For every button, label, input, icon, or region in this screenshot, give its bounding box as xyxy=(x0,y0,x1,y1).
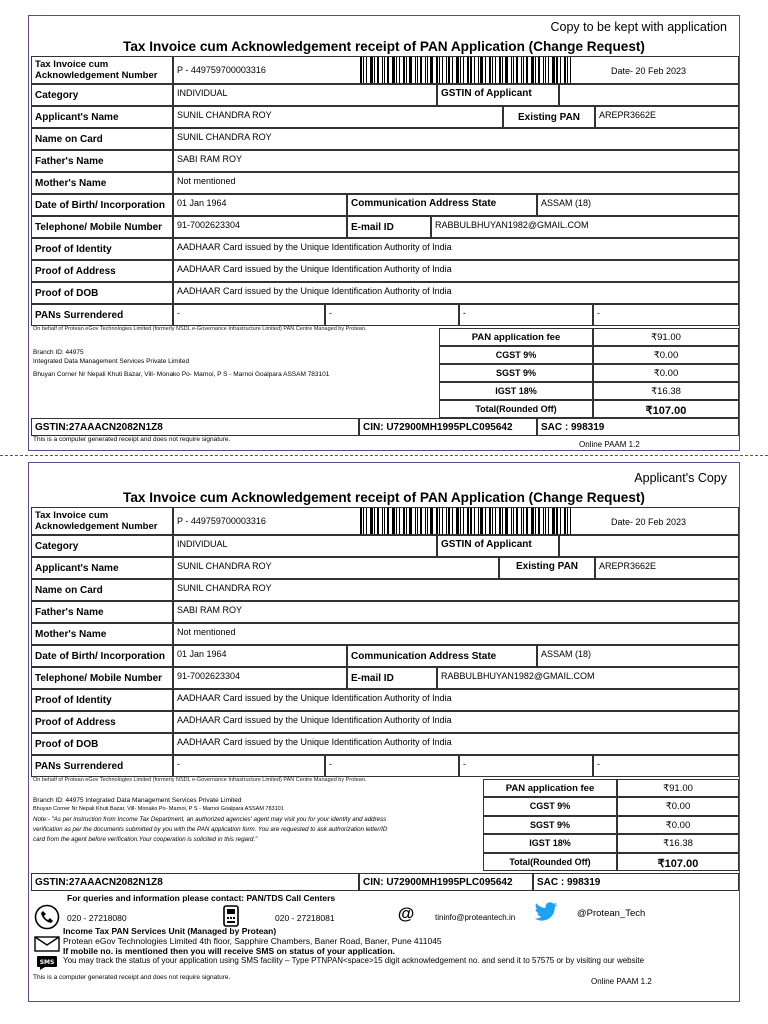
applicant-name-value: SUNIL CHANDRA ROY xyxy=(173,557,499,579)
pans-surrendered-2: - xyxy=(325,755,459,777)
barcode-bar xyxy=(366,508,367,534)
barcode-bar xyxy=(548,57,549,83)
barcode-bar xyxy=(366,57,367,83)
fee-value: ₹0.00 xyxy=(617,816,739,834)
svg-text:SMS: SMS xyxy=(39,959,55,966)
existing-pan-label: Existing PAN xyxy=(503,106,595,128)
barcode-bar xyxy=(456,57,459,83)
fee-value: ₹16.38 xyxy=(617,834,739,852)
name-on-card-value: SUNIL CHANDRA ROY xyxy=(173,128,739,150)
barcode xyxy=(360,57,580,83)
email-value: RABBULBHUYAN1982@GMAIL.COM xyxy=(437,667,739,689)
branch-line: Branch ID: 44975 Integrated Data Management Services Private Limited xyxy=(33,797,242,804)
comm-state-label: Communication Address State xyxy=(347,645,537,667)
on-behalf-text: On behalf of Protean eGov Technologies Limited (formerly NSDL e-Governance Infrastructure Limited) PAN Centre Managed by Protean. xyxy=(33,777,367,783)
barcode-bar xyxy=(521,508,522,534)
fee-label: Total(Rounded Off) xyxy=(439,400,593,418)
branch-address: Bhuyan Corner Nr Nepali Khuti Bazar, Vill- Monako Po- Marnoi, P S - Marnoi Goalpara ASSAM 783101 xyxy=(33,371,330,378)
poa-value: AADHAAR Card issued by the Unique Identification Authority of India xyxy=(173,711,739,733)
name-on-card-label: Name on Card xyxy=(31,128,173,150)
sac: SAC : 998319 xyxy=(533,873,739,891)
barcode-bar xyxy=(511,508,512,534)
barcode-bar xyxy=(417,508,418,534)
fee-row xyxy=(483,853,739,871)
gstin-applicant-label: GSTIN of Applicant xyxy=(437,84,559,106)
barcode-bar xyxy=(516,57,518,83)
barcode-bar xyxy=(387,508,389,534)
barcode-bar xyxy=(492,57,493,83)
barcode-bar xyxy=(478,508,479,534)
mother-name-label: Mother's Name xyxy=(31,623,173,645)
fee-row xyxy=(439,328,739,346)
fee-label: SGST 9% xyxy=(439,364,593,382)
barcode-bar xyxy=(399,508,400,534)
barcode-bar xyxy=(470,508,472,534)
email-at-icon: @ xyxy=(397,903,415,923)
barcode-bar xyxy=(456,508,459,534)
barcode-bar xyxy=(448,508,450,534)
comm-state-value: ASSAM (18) xyxy=(537,194,739,216)
barcode-bar xyxy=(363,508,364,534)
barcode-bar xyxy=(452,508,453,534)
barcode-bar xyxy=(474,57,475,83)
barcode-bar xyxy=(363,57,364,83)
barcode-bar xyxy=(403,508,405,534)
poa-label: Proof of Address xyxy=(31,711,173,733)
cin: CIN: U72900MH1995PLC095642 xyxy=(359,418,537,436)
barcode-bar xyxy=(463,508,464,534)
barcode-bar xyxy=(460,57,461,83)
fee-label: CGST 9% xyxy=(483,797,617,815)
barcode-bar xyxy=(521,57,522,83)
envelope-icon xyxy=(33,935,61,953)
contact-email: tininfo@proteantech.in xyxy=(435,913,516,922)
fee-row xyxy=(439,400,739,418)
unit-title: Income Tax PAN Services Unit (Managed by Protean) xyxy=(63,926,277,936)
category-label: Category xyxy=(31,84,173,106)
version: Online PAAM 1.2 xyxy=(591,977,652,986)
poi-value: AADHAAR Card issued by the Unique Identification Authority of India xyxy=(173,238,739,260)
barcode-bar xyxy=(556,57,558,83)
barcode-bar xyxy=(409,57,412,83)
barcode-bar xyxy=(505,508,508,534)
fee-row xyxy=(439,346,739,364)
fee-value: ₹0.00 xyxy=(593,364,739,382)
barcode-bar xyxy=(535,508,536,534)
barcode-bar xyxy=(560,57,561,83)
fee-label: PAN application fee xyxy=(483,779,617,797)
barcode-bar xyxy=(399,57,400,83)
receipt-title: Tax Invoice cum Acknowledgement receipt of PAN Application (Change Request) xyxy=(123,39,645,54)
gstin: GSTIN:27AAACN2082N1Z8 xyxy=(31,873,359,891)
twitter-icon xyxy=(533,901,559,923)
applicant-name-label: Applicant's Name xyxy=(31,106,173,128)
podob-value: AADHAAR Card issued by the Unique Identification Authority of India xyxy=(173,282,739,304)
comm-state-value: ASSAM (18) xyxy=(537,645,739,667)
father-name-value: SABI RAM ROY xyxy=(173,150,739,172)
barcode-bar xyxy=(446,57,447,83)
poi-label: Proof of Identity xyxy=(31,689,173,711)
dob-label: Date of Birth/ Incorporation xyxy=(31,645,173,667)
fee-row xyxy=(439,382,739,400)
fee-label: IGST 18% xyxy=(483,834,617,852)
existing-pan-value: AREPR3662E xyxy=(595,557,739,579)
poa-value: AADHAAR Card issued by the Unique Identification Authority of India xyxy=(173,260,739,282)
branch-address: Bhuyan Corner Nr Nepali Khuti Bazar, Vill- Monako Po- Marnoi, P S - Marnoi Goalpara ASSAM 783101 xyxy=(33,806,284,812)
barcode-bar xyxy=(570,508,571,534)
dob-value: 01 Jan 1964 xyxy=(173,645,347,667)
barcode-bar xyxy=(415,508,416,534)
barcode-bar xyxy=(439,57,440,83)
gstin-applicant-label: GSTIN of Applicant xyxy=(437,535,559,557)
applicant-name-label: Applicant's Name xyxy=(31,557,173,579)
barcode-bar xyxy=(448,57,450,83)
date: Date- 20 Feb 2023 xyxy=(611,517,687,527)
podob-label: Proof of DOB xyxy=(31,733,173,755)
barcode-bar xyxy=(406,57,407,83)
barcode-bar xyxy=(564,57,566,83)
barcode-bar xyxy=(567,508,568,534)
barcode-bar xyxy=(370,57,373,83)
barcode-bar xyxy=(460,508,461,534)
barcode-bar xyxy=(417,57,418,83)
cut-line xyxy=(0,455,768,456)
barcode-bar xyxy=(396,508,397,534)
fee-value: ₹16.38 xyxy=(593,382,739,400)
barcode-bar xyxy=(560,508,561,534)
barcode-bar xyxy=(409,508,412,534)
pans-surrendered-4: - xyxy=(593,755,739,777)
barcode-bar xyxy=(480,57,483,83)
queries-heading: For queries and information please contact: PAN/TDS Call Centers xyxy=(67,893,336,903)
barcode-bar xyxy=(538,57,540,83)
barcode-bar xyxy=(499,57,501,83)
unit-address: Protean eGov Technologies Limited 4th floor, Sapphire Chambers, Baner Road, Baner, Pune 411045 xyxy=(63,936,442,946)
barcode-bar xyxy=(387,57,389,83)
barcode-bar xyxy=(446,508,447,534)
pans-surrendered-1: - xyxy=(173,304,325,326)
gstin-applicant-value xyxy=(559,535,739,557)
barcode-bar xyxy=(427,57,428,83)
gstin: GSTIN:27AAACN2082N1Z8 xyxy=(31,418,359,436)
poi-value: AADHAAR Card issued by the Unique Identification Authority of India xyxy=(173,689,739,711)
version: Online PAAM 1.2 xyxy=(579,440,640,449)
branch-name: Integrated Data Management Services Private Limited xyxy=(33,358,190,365)
fee-value: ₹91.00 xyxy=(617,779,739,797)
barcode-bar xyxy=(548,508,549,534)
poa-label: Proof of Address xyxy=(31,260,173,282)
father-name-value: SABI RAM ROY xyxy=(173,601,739,623)
ack-number: P - 449759700003316 xyxy=(173,56,739,84)
phone-icon xyxy=(33,903,61,931)
pans-surrendered-1: - xyxy=(173,755,325,777)
barcode-bar xyxy=(425,57,426,83)
receipt-copy-office xyxy=(28,15,740,451)
category-label: Category xyxy=(31,535,173,557)
receipt-title: Tax Invoice cum Acknowledgement receipt of PAN Application (Change Request) xyxy=(123,490,645,505)
barcode-bar xyxy=(467,57,469,83)
barcode-bar xyxy=(523,57,524,83)
barcode-bar xyxy=(485,508,486,534)
barcode-bar xyxy=(489,57,491,83)
name-on-card-value: SUNIL CHANDRA ROY xyxy=(173,579,739,601)
barcode-bar xyxy=(463,57,464,83)
fee-label: Total(Rounded Off) xyxy=(483,853,617,871)
mother-name-value: Not mentioned xyxy=(173,172,739,194)
father-name-label: Father's Name xyxy=(31,601,173,623)
barcode-bar xyxy=(489,508,491,534)
pans-surrendered-label: PANs Surrendered xyxy=(31,304,173,326)
barcode-bar xyxy=(513,508,514,534)
barcode-bar xyxy=(552,57,555,83)
father-name-label: Father's Name xyxy=(31,150,173,172)
barcode-bar xyxy=(420,57,422,83)
barcode-bar xyxy=(543,57,544,83)
barcode-bar xyxy=(384,57,385,83)
ack-number: P - 449759700003316 xyxy=(173,507,739,535)
barcode-bar xyxy=(535,57,536,83)
on-behalf-text: On behalf of Protean eGov Technologies Limited (formerly NSDL e-Governance Infrastructure Limited) PAN Centre Managed by Protean. xyxy=(33,326,367,332)
fee-row xyxy=(483,779,739,797)
sms-icon xyxy=(35,955,59,971)
note-line-2: verification as per the documents submitted by you with the PAN application form. You are requested to ask authorization letter/ID xyxy=(33,826,388,833)
phone-number-2: 020 - 27218081 xyxy=(275,913,335,923)
barcode-bar xyxy=(382,57,383,83)
barcode-bar xyxy=(360,57,362,83)
barcode-bar xyxy=(382,508,383,534)
sms-text: You may track the status of your application using SMS facility – Type PTNPAN<space>15 digit acknowledgement no. and send it to 57575 or by visiting our website xyxy=(63,956,645,965)
barcode-bar xyxy=(442,508,443,534)
footer-note: This is a computer generated receipt and does not require signature. xyxy=(33,974,231,981)
fee-row xyxy=(483,797,739,815)
fee-label: PAN application fee xyxy=(439,328,593,346)
barcode-bar xyxy=(492,508,493,534)
barcode-bar xyxy=(360,508,362,534)
barcode-bar xyxy=(470,57,472,83)
fee-row xyxy=(439,364,739,382)
phone-label: Telephone/ Mobile Number xyxy=(31,667,173,689)
fee-row xyxy=(483,834,739,852)
barcode-bar xyxy=(436,57,438,83)
name-on-card-label: Name on Card xyxy=(31,579,173,601)
barcode-bar xyxy=(374,57,375,83)
barcode-bar xyxy=(502,57,503,83)
fee-label: IGST 18% xyxy=(439,382,593,400)
email-value: RABBULBHUYAN1982@GMAIL.COM xyxy=(431,216,739,238)
barcode-bar xyxy=(523,508,524,534)
barcode-bar xyxy=(531,57,534,83)
barcode-bar xyxy=(543,508,544,534)
barcode-bar xyxy=(511,57,512,83)
copy-label: Applicant's Copy xyxy=(634,471,727,485)
barcode-bar xyxy=(556,508,558,534)
phone-value: 91-7002623304 xyxy=(173,216,347,238)
podob-value: AADHAAR Card issued by the Unique Identification Authority of India xyxy=(173,733,739,755)
fee-value: ₹0.00 xyxy=(617,797,739,815)
category-value: INDIVIDUAL xyxy=(173,84,437,106)
ack-label: Tax Invoice cum Acknowledgement Number xyxy=(31,507,173,535)
barcode-bar xyxy=(570,57,571,83)
barcode-bar xyxy=(370,508,373,534)
sac: SAC : 998319 xyxy=(537,418,739,436)
barcode-bar xyxy=(436,508,438,534)
barcode-bar xyxy=(567,57,568,83)
barcode-bar xyxy=(545,508,546,534)
pans-surrendered-label: PANs Surrendered xyxy=(31,755,173,777)
fee-value: ₹107.00 xyxy=(617,853,739,871)
barcode-bar xyxy=(495,508,496,534)
barcode-bar xyxy=(377,57,379,83)
barcode-bar xyxy=(552,508,555,534)
barcode-bar xyxy=(474,508,475,534)
existing-pan-label: Existing PAN xyxy=(499,557,595,579)
branch-id: Branch ID: 44975 xyxy=(33,349,84,356)
barcode-bar xyxy=(526,508,528,534)
phone-label: Telephone/ Mobile Number xyxy=(31,216,173,238)
sms-title: If mobile no. is mentioned then you will receive SMS on status of your application. xyxy=(63,946,396,956)
barcode-bar xyxy=(502,508,503,534)
barcode-bar xyxy=(415,57,416,83)
existing-pan-value: AREPR3662E xyxy=(595,106,739,128)
barcode-bar xyxy=(545,57,546,83)
barcode-bar xyxy=(384,508,385,534)
date: Date- 20 Feb 2023 xyxy=(611,66,687,76)
barcode-bar xyxy=(439,508,440,534)
phone-value: 91-7002623304 xyxy=(173,667,347,689)
receipt-copy-applicant xyxy=(28,462,740,1002)
pans-surrendered-4: - xyxy=(593,304,739,326)
barcode-bar xyxy=(392,508,395,534)
barcode-bar xyxy=(392,57,395,83)
barcode-bar xyxy=(538,508,540,534)
fee-label: SGST 9% xyxy=(483,816,617,834)
barcode-bar xyxy=(467,508,469,534)
comm-state-label: Communication Address State xyxy=(347,194,537,216)
fee-row xyxy=(483,816,739,834)
copy-label: Copy to be kept with application xyxy=(550,20,727,34)
barcode-bar xyxy=(406,508,407,534)
dob-label: Date of Birth/ Incorporation xyxy=(31,194,173,216)
barcode-bar xyxy=(516,508,518,534)
dob-value: 01 Jan 1964 xyxy=(173,194,347,216)
footer-note: This is a computer generated receipt and does not require signature. xyxy=(33,436,231,443)
pans-surrendered-3: - xyxy=(459,304,593,326)
barcode-bar xyxy=(442,57,443,83)
fee-value: ₹0.00 xyxy=(593,346,739,364)
barcode-bar xyxy=(430,508,433,534)
barcode-bar xyxy=(531,508,534,534)
pans-surrendered-2: - xyxy=(325,304,459,326)
podob-label: Proof of DOB xyxy=(31,282,173,304)
barcode-bar xyxy=(403,57,405,83)
fee-value: ₹91.00 xyxy=(593,328,739,346)
barcode-bar xyxy=(427,508,428,534)
barcode-bar xyxy=(485,57,486,83)
barcode-bar xyxy=(495,57,496,83)
barcode-bar xyxy=(480,508,483,534)
poi-label: Proof of Identity xyxy=(31,238,173,260)
pans-surrendered-3: - xyxy=(459,755,593,777)
note-line-3: card from the agent before verification.Your cooperation is solicited in this regard." xyxy=(33,836,258,843)
barcode-bar xyxy=(564,508,566,534)
barcode-bar xyxy=(430,57,433,83)
ack-label: Tax Invoice cum Acknowledgement Number xyxy=(31,56,173,84)
barcode-bar xyxy=(505,57,508,83)
twitter-handle: @Protean_Tech xyxy=(577,908,646,919)
barcode-bar xyxy=(526,57,528,83)
mother-name-label: Mother's Name xyxy=(31,172,173,194)
fee-label: CGST 9% xyxy=(439,346,593,364)
barcode-bar xyxy=(513,57,514,83)
barcode-bar xyxy=(374,508,375,534)
barcode-bar xyxy=(377,508,379,534)
mother-name-value: Not mentioned xyxy=(173,623,739,645)
fee-value: ₹107.00 xyxy=(593,400,739,418)
barcode-bar xyxy=(499,508,501,534)
barcode-bar xyxy=(420,508,422,534)
note-line-1: Note:- "As per instruction from Income Tax Department, an authorized agencies' agent may visit you for your identity and address xyxy=(33,816,387,823)
barcode-bar xyxy=(396,57,397,83)
email-label: E-mail ID xyxy=(347,667,437,689)
phone-number-1: 020 - 27218080 xyxy=(67,913,127,923)
barcode-bar xyxy=(452,57,453,83)
email-label: E-mail ID xyxy=(347,216,431,238)
cin: CIN: U72900MH1995PLC095642 xyxy=(359,873,533,891)
applicant-name-value: SUNIL CHANDRA ROY xyxy=(173,106,503,128)
barcode-bar xyxy=(478,57,479,83)
gstin-applicant-value xyxy=(559,84,739,106)
category-value: INDIVIDUAL xyxy=(173,535,437,557)
barcode-bar xyxy=(425,508,426,534)
barcode xyxy=(360,508,580,534)
